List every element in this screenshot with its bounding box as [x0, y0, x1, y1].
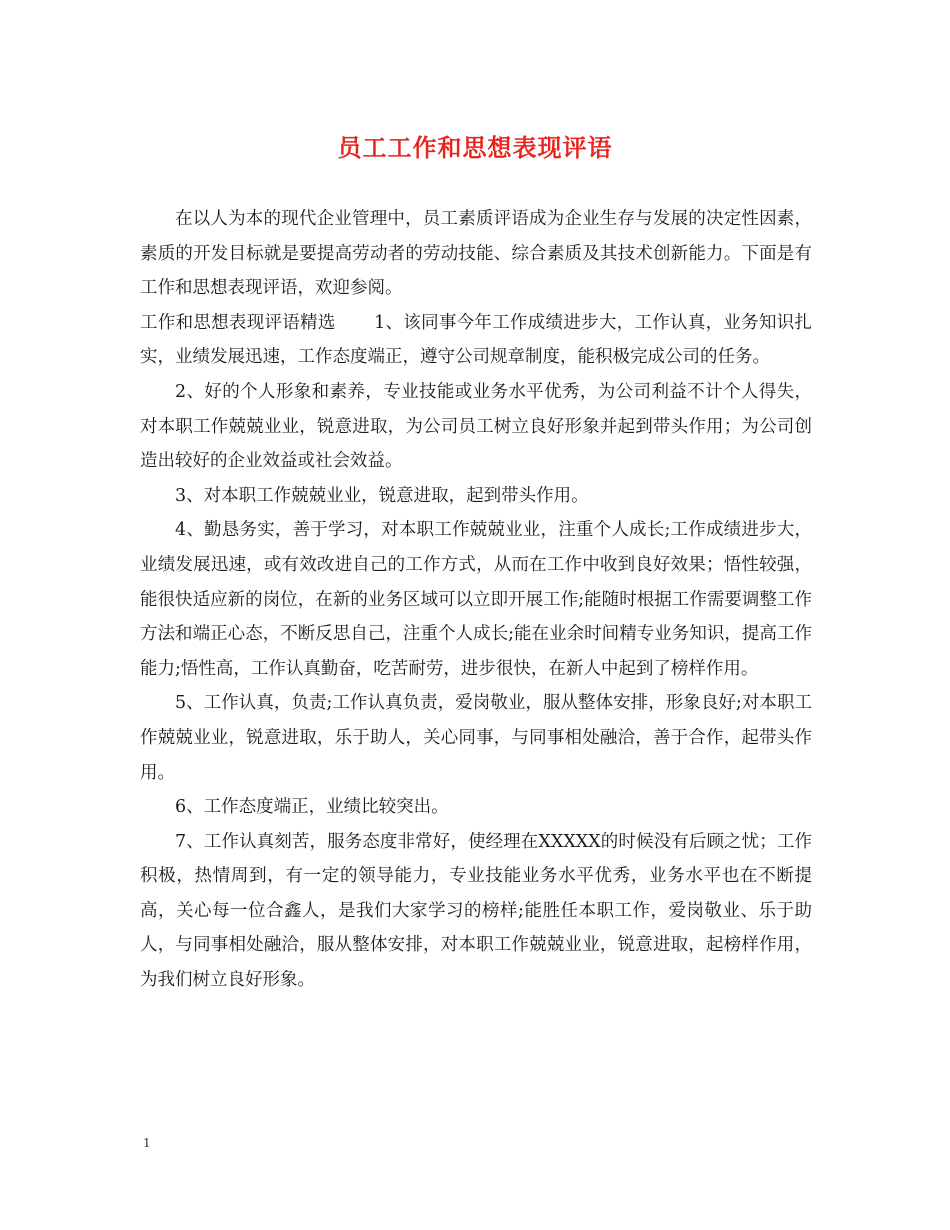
comment-item-1: 1、该同事今年工作成绩进步大，工作认真，业务知识扎实，业绩发展迅速，工作态度端正，遵守公司规章制度，能积极完成公司的任务。 — [140, 312, 813, 368]
intro-paragraph: 在以人为本的现代企业管理中，员工素质评语成为企业生存与发展的决定性因素，素质的开发目标就是要提高劳动者的劳动技能、综合素质及其技术创新能力。下面是有工作和思想表现评语，欢迎参阅。 — [140, 209, 812, 299]
section-heading: 工作和思想表现评语精选 — [140, 312, 336, 333]
comment-item-6: 6、工作态度端正，业绩比较突出。 — [175, 797, 449, 818]
comment-item-4: 4、勤恳务实，善于学习，对本职工作兢兢业业，注重个人成长;工作成绩进步大，业绩发展迅速，或有效改进自己的工作方式，从而在工作中收到良好效果；悟性较强，能很快适应新的岗位，在新的业务区域可以立即开展工作;能随时根据工作需要调整工作方法和端正心态，不断反思自己，注重个人成长;能在业余时间精专业务知识，提高工作能力;悟性高，工作认真勤奋，吃苦耐劳，进步很快，在新人中起到了榜样作用。 — [140, 520, 812, 679]
document-title: 员工工作和思想表现评语 — [337, 133, 613, 162]
comment-item-3: 3、对本职工作兢兢业业，锐意进取，起到带头作用。 — [175, 485, 589, 506]
page-number: 1 — [143, 1136, 151, 1150]
comment-item-2: 2、好的个人形象和素养，专业技能或业务水平优秀，为公司利益不计个人得失，对本职工作兢兢业业，锐意进取，为公司员工树立良好形象并起到带头作用；为公司创造出较好的企业效益或社会效益。 — [140, 381, 812, 472]
section-paragraph — [140, 306, 812, 375]
comment-item-5: 5、工作认真，负责;工作认真负责，爱岗敬业，服从整体安排，形象良好;对本职工作兢兢业业，锐意进取，乐于助人，关心同事，与同事相处融洽，善于合作，起带头作用。 — [140, 693, 812, 783]
comment-item-7: 7、工作认真刻苦，服务态度非常好，使经理在XXXXX的时候没有后顾之忧；工作积极，热情周到，有一定的领导能力，专业技能业务水平优秀，业务水平也在不断提高，关心每一位合鑫人，是我们大家学习的榜样;能胜任本职工作，爱岗敬业、乐于助人，与同事相处融洽，服从整体安排，对本职工作兢兢业业，锐意进取，起榜样作用，为我们树立良好形象。 — [140, 831, 812, 991]
document-body — [140, 202, 812, 998]
